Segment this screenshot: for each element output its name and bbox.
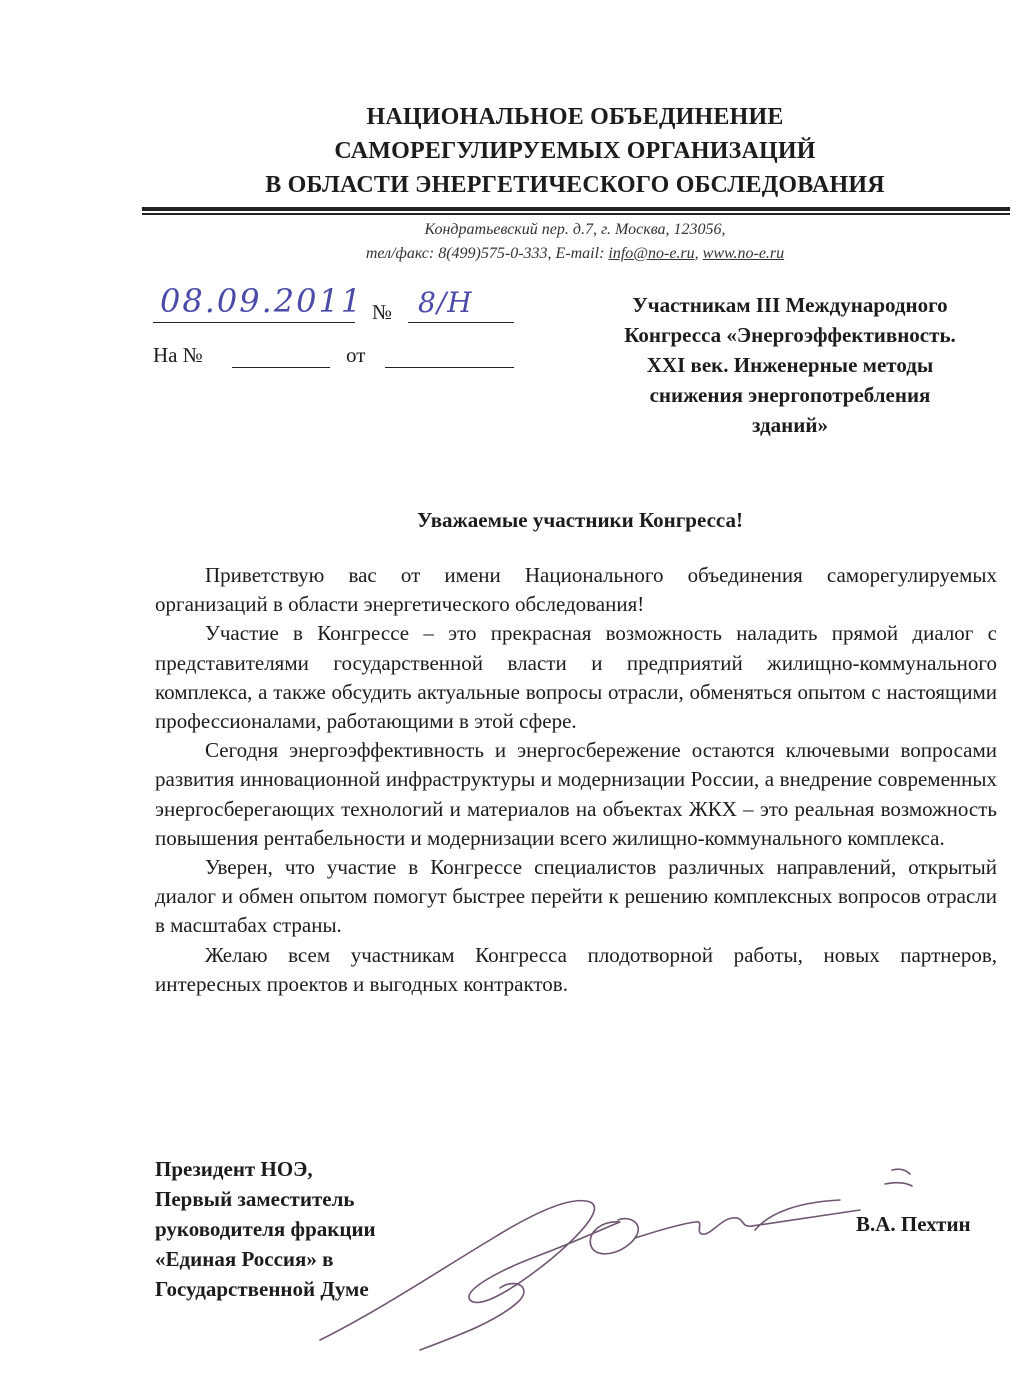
number-label: № [372, 300, 393, 324]
signatory-title-line-2: Первый заместитель [155, 1187, 355, 1211]
header-divider-thin [142, 213, 1010, 215]
signatory-title-line-3: руководителя фракции [155, 1217, 376, 1241]
signatory-title-line-5: Государственной Думе [155, 1277, 369, 1301]
date-underline [153, 322, 355, 323]
reply-reference-label: На № [153, 343, 203, 367]
letter-body [155, 561, 997, 999]
signatory-title-line-4: «Единая Россия» в [155, 1247, 334, 1271]
reply-number-underline [232, 367, 330, 368]
contact-line [140, 242, 1010, 266]
contact-separator: , [694, 245, 703, 262]
from-label: от [346, 343, 366, 367]
org-name-line-1: НАЦИОНАЛЬНОЕ ОБЪЕДИНЕНИЕ [366, 104, 784, 130]
header-divider-thick [142, 207, 1010, 211]
reply-date-underline [385, 367, 514, 368]
org-name-line-2: САМОРЕГУЛИРУЕМЫХ ОРГАНИЗАЦИЙ [334, 138, 816, 164]
handwritten-date: 08.09.2011 [160, 282, 364, 320]
body-paragraph: Уверен, что участие в Конгрессе специалистов различных направлений, открытый диалог и обмен опытом помогут быстрее перейти к решению комплексных вопросов отрасли в масштабах страны. [155, 855, 997, 938]
contact-info [140, 218, 1010, 266]
address-line: Кондратьевский пер. д.7, г. Москва, 123056, [424, 221, 726, 238]
org-name-line-3: В ОБЛАСТИ ЭНЕРГЕТИЧЕСКОГО ОБСЛЕДОВАНИЯ [265, 172, 885, 198]
signatory-title-line-1: Президент НОЭ, [155, 1157, 313, 1181]
handwritten-number: 8/Н [418, 286, 473, 319]
salutation: Уважаемые участники Конгресса! [417, 508, 743, 532]
signatory-name: В.А. Пехтин [856, 1212, 971, 1236]
body-paragraph: Приветствую вас от имени Национального объединения саморегулируемых организаций в области энергетического обследования! [155, 563, 997, 617]
addressee-block [580, 290, 1000, 440]
addressee-line-1: Участникам III Международного [632, 293, 948, 317]
body-paragraph: Желаю всем участникам Конгресса плодотворной работы, новых партнеров, интересных проектов и выгодных контрактов. [155, 942, 997, 996]
body-paragraph: Участие в Конгрессе – это прекрасная возможность наладить прямой диалог с представителями государственной власти и предприятий жилищно-коммунального комплекса, а также обсудить актуальные вопросы отрасли, обменяться опытом с настоящими профессионалами, работающими в этой сфере. [155, 621, 997, 734]
addressee-line-5: зданий» [752, 413, 828, 437]
handwritten-signature [300, 1160, 940, 1360]
addressee-line-2: Конгресса «Энергоэффективность. [624, 323, 956, 347]
body-paragraph: Сегодня энергоэффективность и энергосбережение остаются ключевыми вопросами развития инновационной инфраструктуры и модернизации России, а внедрение современных энергосберегающих технологий и материалов на объектах ЖКХ – это реальная возможность повышения рентабельности и модернизации всего жилищно-коммунального комплекса. [155, 738, 997, 850]
phone-text: тел/факс: 8(499)575-0-333, E-mail: [365, 245, 609, 262]
organization-name [140, 100, 1010, 202]
website-link[interactable]: www.no-e.ru [702, 245, 785, 262]
number-underline [408, 322, 514, 323]
email-link[interactable]: info@no-e.ru [608, 245, 695, 262]
addressee-line-3: XXI век. Инженерные методы [646, 353, 934, 377]
addressee-line-4: снижения энергопотребления [649, 383, 931, 407]
